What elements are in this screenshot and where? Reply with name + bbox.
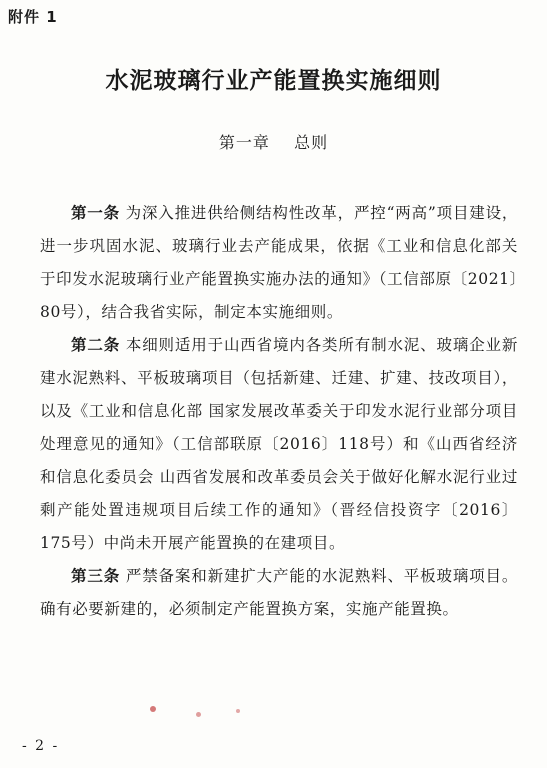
seal-ink-mark (150, 706, 156, 712)
page-number: - 2 - (22, 738, 60, 754)
article-2 (40, 329, 518, 560)
article-3-head: 第三条 (71, 567, 121, 585)
seal-ink-mark (196, 712, 201, 717)
seal-ink-mark (236, 709, 240, 713)
document-title: 水泥玻璃行业产能置换实施细则 (105, 67, 442, 94)
article-1 (40, 197, 518, 329)
article-3 (40, 560, 518, 626)
document-body (40, 197, 518, 626)
article-2-text: 本细则适用于山西省境内各类所有制水泥、玻璃企业新建水泥熟料、平板玻璃项目（包括新建、迁建、扩建、技改项目），以及《工业和信息化部 国家发展改革委关于印发水泥行业部分项目处理意见的通知》（工信部联原〔2016〕118号）和《山西省经济和信息化委员会 山西省发展和改革委员会关于做好化解水泥行业过剩产能处置违规项目后续工作的通知》（晋经信投资字〔2016〕175号）中尚未开展产能置换的在建项目。 (40, 336, 518, 552)
article-3-text: 严禁备案和新建扩大产能的水泥熟料、平板玻璃项目。确有必要新建的，必须制定产能置换方案，实施产能置换。 (40, 567, 518, 618)
article-2-head: 第二条 (71, 336, 121, 354)
article-1-text: 为深入推进供给侧结构性改革，严控“两高”项目建设，进一步巩固水泥、玻璃行业去产能成果，依据《工业和信息化部关于印发水泥玻璃行业产能置换实施办法的通知》（工信部原〔2021〕80号），结合我省实际，制定本实施细则。 (40, 204, 518, 321)
article-1-head: 第一条 (71, 204, 120, 222)
attachment-label: 附件 1 (8, 8, 58, 26)
chapter-heading: 第一章 总则 (218, 133, 329, 152)
